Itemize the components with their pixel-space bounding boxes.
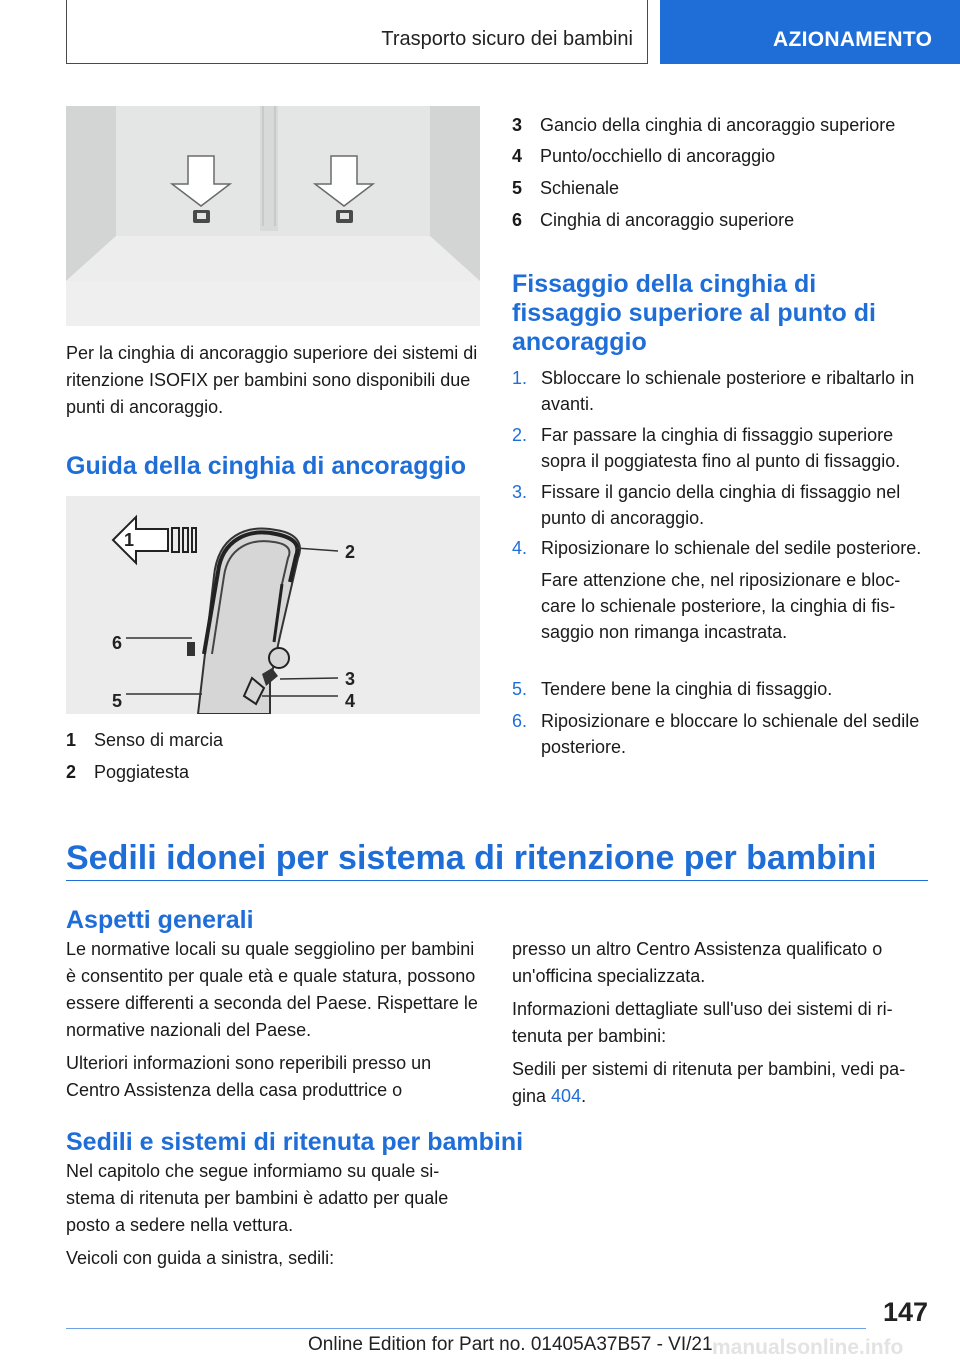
seats-text: Nel capitolo che segue informiamo su quale sistema di ritenuta per bambini è adatto per quale posto a sedere nella vettura. Veicoli con guida a sinistra, sedili: [66,1161,449,1268]
section-title-rule [66,880,928,881]
legend-num: 3 [512,115,523,135]
legend-num: 1 [66,730,77,750]
general-text-left: Le normative locali su quale seggiolino per bambini è consentito per quale età e quale statura, possono essere differenti a seconda del Paese. Rispettare le normative nazionali del Paese. Ulteriori informazioni sono reperibili presso un Centro Assistenza della casa produttrice o [66,939,478,1100]
legend-item [66,728,480,754]
legend-num: 6 [512,210,523,230]
guide-heading: Guida della cinghia di ancoraggio [66,452,467,480]
figure-anchor-caption: Per la cinghia di ancoraggio superiore dei sistemi di ritenzione ISOFIX per bambini sono disponibili due punti di ancoraggio. [66,343,478,417]
footer-rule [66,1328,866,1329]
legend-text: Schienale [540,178,620,198]
legend-text: Senso di marcia [94,730,224,750]
step-text: Sbloccare lo schienale posteriore e ribaltarlo in avanti. [541,368,915,414]
callout-5: 5 [112,691,123,711]
step-number: 3. [512,482,528,502]
figure-anchor-points [66,106,480,326]
step-text: Tendere bene la cinghia di fissaggio. [541,679,833,699]
page-number: 147 [882,1297,928,1327]
legend-item [512,113,928,139]
strap-routing-illustration [66,496,480,714]
general-text-right: presso un altro Centro Assistenza qualificato o un'officina specializzata. Informazioni dettagliate sull'uso dei sistemi di ritenuta per bambini: Sedili per sistemi di ritenuta per bambini, vedi pagina 404. [512,939,906,1106]
step-number: 2. [512,425,528,445]
legend-text: Punto/occhiello di ancoraggio [540,146,776,166]
step-item [512,479,928,531]
legend-text: Poggiatesta [94,762,190,782]
header-chapter-label: AZIONAMENTO [773,28,933,51]
step-item [512,535,928,645]
legend-num: 2 [66,762,77,782]
step-item [512,676,928,702]
step-number: 1. [512,368,528,388]
step-text: Far passare la cinghia di fissaggio superiore sopra il poggiatesta fino al punto di fissaggio. [541,425,901,471]
header-section-tab [66,0,648,64]
legend-item [512,208,928,234]
anchor-points-illustration [66,106,480,326]
legend-item [66,760,480,786]
section-title: Sedili idonei per sistema di ritenzione per bambini [66,839,877,877]
step-number: 4. [512,538,528,558]
header-chapter-tab[interactable] [660,0,960,64]
callout-4: 4 [345,691,356,711]
footer-edition: Online Edition for Part no. 01405A37B57 - VI/21 [308,1334,713,1355]
page-reference-link[interactable]: 404 [551,1086,582,1106]
step-note: Fare attenzione che, nel riposizionare e bloccare lo schienale posteriore, la cinghia di fissaggio non rimanga incastrata. [541,570,901,642]
footer-watermark: manualsonline.info [712,1336,904,1359]
step-item [512,708,928,760]
general-heading: Aspetti generali [66,906,254,934]
step-item [512,365,928,417]
legend-text: Cinghia di ancoraggio superiore [540,210,795,230]
callout-2: 2 [345,542,356,562]
legend-item [512,176,928,202]
step-text: Fissare il gancio della cinghia di fissaggio nel punto di ancoraggio. [541,482,901,528]
seats-heading: Sedili e sistemi di ritenuta per bambini [66,1128,524,1156]
step-item [512,422,928,474]
legend-text: Gancio della cinghia di ancoraggio superiore [540,115,896,135]
legend-num: 5 [512,178,523,198]
step-text: Riposizionare lo schienale del sedile posteriore. [541,538,922,558]
step-number: 6. [512,711,528,731]
legend-item [512,144,928,170]
callout-6: 6 [112,633,123,653]
step-text: Riposizionare e bloccare lo schienale del sedile posteriore. [541,711,920,757]
figure-strap-routing [66,496,480,714]
legend-num: 4 [512,146,523,166]
fixing-heading: Fissaggio della cinghia di fissaggio superiore al punto di ancoraggio [512,270,876,356]
callout-3: 3 [345,669,356,689]
header-section-title: Trasporto sicuro dei bambini [381,28,633,50]
callout-1: 1 [124,530,135,550]
step-number: 5. [512,679,528,699]
